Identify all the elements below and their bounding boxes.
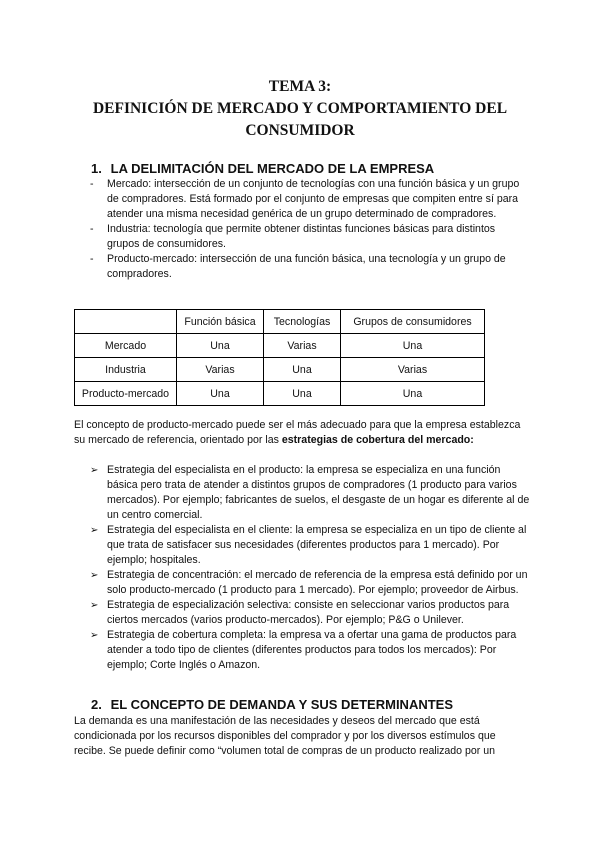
document-title xyxy=(0,76,600,142)
table-header-cell xyxy=(75,310,177,334)
table-cell: Varias xyxy=(177,358,264,382)
title-line-3: CONSUMIDOR xyxy=(245,122,355,139)
market-definition-table xyxy=(74,309,485,406)
paragraph-text: El concepto de producto-mercado puede ser el más adecuado para que la empresa establezca su mercado de referencia, orientado por las xyxy=(74,419,521,446)
table-cell: Mercado xyxy=(75,334,177,358)
list-item-text: Estrategia de concentración: el mercado de referencia de la empresa está definido por un solo producto-mercado (1 producto para 1 mercado). Por ejemplo; proveedor de Airbus. xyxy=(107,569,528,596)
table-row xyxy=(75,358,485,382)
product-market-paragraph xyxy=(74,418,530,448)
list-item-text: Producto-mercado: intersección de una función básica, una tecnología y un grupo de compradores. xyxy=(107,253,506,280)
arrow-marker-icon: ➢ xyxy=(90,525,99,536)
arrow-marker-icon: ➢ xyxy=(90,630,99,641)
table-cell: Una xyxy=(264,358,341,382)
table-header-row xyxy=(75,310,485,334)
dash-marker: - xyxy=(90,178,94,190)
table-cell: Varias xyxy=(264,334,341,358)
dash-marker: - xyxy=(90,253,94,265)
list-item-text: Estrategia del especialista en el producto: la empresa se especializa en una función básica pero trata de atender a distintos grupos de compradores (1 producto para varios mercados). Por ejemplo; fabricantes de suelos, el desgaste de un hogar es diferente al de un centro comercial. xyxy=(107,464,530,521)
title-line-2: DEFINICIÓN DE MERCADO Y COMPORTAMIENTO DEL xyxy=(92,100,508,117)
section-1-heading-text: LA DELIMITACIÓN DEL MERCADO DE LA EMPRESA xyxy=(110,161,435,176)
table-header-cell: Función básica xyxy=(177,310,264,334)
arrow-marker-icon: ➢ xyxy=(90,465,99,476)
list-item xyxy=(90,568,530,598)
list-item xyxy=(90,222,530,252)
arrow-marker-icon: ➢ xyxy=(90,570,99,581)
section-2-number: 2. xyxy=(91,697,102,712)
list-item xyxy=(90,252,530,282)
arrow-marker-icon: ➢ xyxy=(90,600,99,611)
list-item-text: Industria: tecnología que permite obtener distintas funciones básicas para distintos grupos de consumidores. xyxy=(107,223,496,250)
table-cell: Una xyxy=(177,382,264,406)
list-item xyxy=(90,598,530,628)
table-cell: Una xyxy=(177,334,264,358)
list-item xyxy=(90,463,530,523)
dash-marker: - xyxy=(90,223,94,235)
list-item xyxy=(90,523,530,568)
section-2-heading-text: EL CONCEPTO DE DEMANDA Y SUS DETERMINANTES xyxy=(110,697,454,712)
list-item-text: Estrategia del especialista en el cliente: la empresa se especializa en un tipo de cliente al que trata de satisfacer sus necesidades (diferentes productos para 1 mercado). Por ejemplo; hospitales. xyxy=(107,524,527,566)
list-item-text: Mercado: intersección de un conjunto de tecnologías con una función básica y un grupo de compradores. Está formado por el conjunto de empresas que compiten entre sí para atender una misma necesidad genérica de un grupo determinado de compradores. xyxy=(107,178,520,220)
table-header-cell: Grupos de consumidores xyxy=(341,310,485,334)
table-cell: Varias xyxy=(341,358,485,382)
section-1-heading xyxy=(91,161,434,176)
coverage-strategies-list xyxy=(90,463,530,673)
list-item xyxy=(90,177,530,222)
section-1-number: 1. xyxy=(91,161,102,176)
table-row xyxy=(75,334,485,358)
paragraph-bold-text: estrategias de cobertura del mercado: xyxy=(281,434,474,446)
list-item xyxy=(90,628,530,673)
definition-list xyxy=(90,177,530,282)
section-2-heading xyxy=(91,697,453,712)
table-cell: Producto-mercado xyxy=(75,382,177,406)
table-cell: Industria xyxy=(75,358,177,382)
list-item-text: Estrategia de especialización selectiva: consiste en seleccionar varios productos para ciertos mercados (varios producto-mercados). Por ejemplo; P&G o Unilever. xyxy=(107,599,510,626)
table-cell: Una xyxy=(264,382,341,406)
table-cell: Una xyxy=(341,382,485,406)
table-row xyxy=(75,382,485,406)
list-item-text: Estrategia de cobertura completa: la empresa va a ofertar una gama de productos para atender a todo tipo de clientes (diferentes productos para todos los mercados): Por ejemplo; Corte Inglés o Amazon. xyxy=(107,629,517,671)
demand-paragraph: La demanda es una manifestación de las necesidades y deseos del mercado que está condicionada por los recursos disponibles del comprador y por los diversos estímulos que recibe. Se puede definir como “volumen total de compras de un producto realizado por un xyxy=(74,715,496,757)
title-line-1: TEMA 3: xyxy=(268,78,332,95)
table-cell: Una xyxy=(341,334,485,358)
table-header-cell: Tecnologías xyxy=(264,310,341,334)
